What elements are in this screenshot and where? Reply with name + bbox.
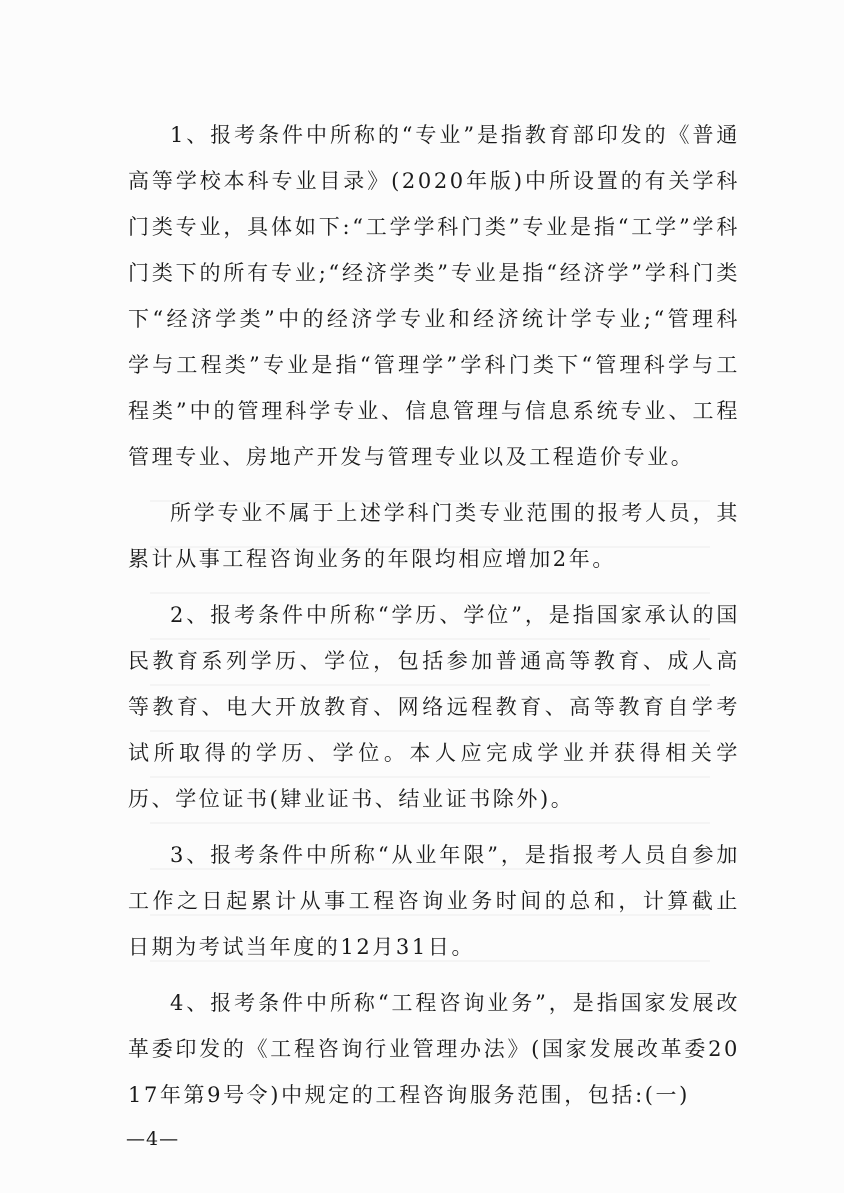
paragraph-major-definition: 1、报考条件中所称的“专业”是指教育部印发的《普通高等学校本科专业目录》(2020年版)中所设置的有关学科门类专业，具体如下:“工学学科门类”专业是指“工学”学科门类下的所有专业;“经济学类”专业是指“经济学”学科门类下“经济学类”中的经济学专业和经济统计学专业;“管理科学与工程类”专业是指“管理学”学科门类下“管理科学与工程类”中的管理科学专业、信息管理与信息系统专业、工程管理专业、房地产开发与管理专业以及工程造价专业。 [128, 123, 740, 469]
paragraph-degree-definition: 2、报考条件中所称“学历、学位”，是指国家承认的国民教育系列学历、学位，包括参加普通高等教育、成人高等教育、电大开放教育、网络远程教育、高等教育自学考试所取得的学历、学位。本人应完成学业并获得相关学历、学位证书(肄业证书、结业证书除外)。 [128, 603, 740, 811]
document-body [128, 112, 740, 1118]
page-number: —4— [126, 1128, 180, 1150]
paragraph-work-years-definition: 3、报考条件中所称“从业年限”，是指报考人员自参加工作之日起累计从事工程咨询业务时间的总和，计算截止日期为考试当年度的12月31日。 [128, 843, 740, 959]
paragraph-consulting-business-definition: 4、报考条件中所称“工程咨询业务”，是指国家发展改革委印发的《工程咨询行业管理办法》(国家发展改革委2017年第9号令)中规定的工程咨询服务范围，包括:(一) [128, 991, 740, 1107]
paragraph-extra-years: 所学专业不属于上述学科门类专业范围的报考人员，其累计从事工程咨询业务的年限均相应增加2年。 [128, 501, 740, 571]
